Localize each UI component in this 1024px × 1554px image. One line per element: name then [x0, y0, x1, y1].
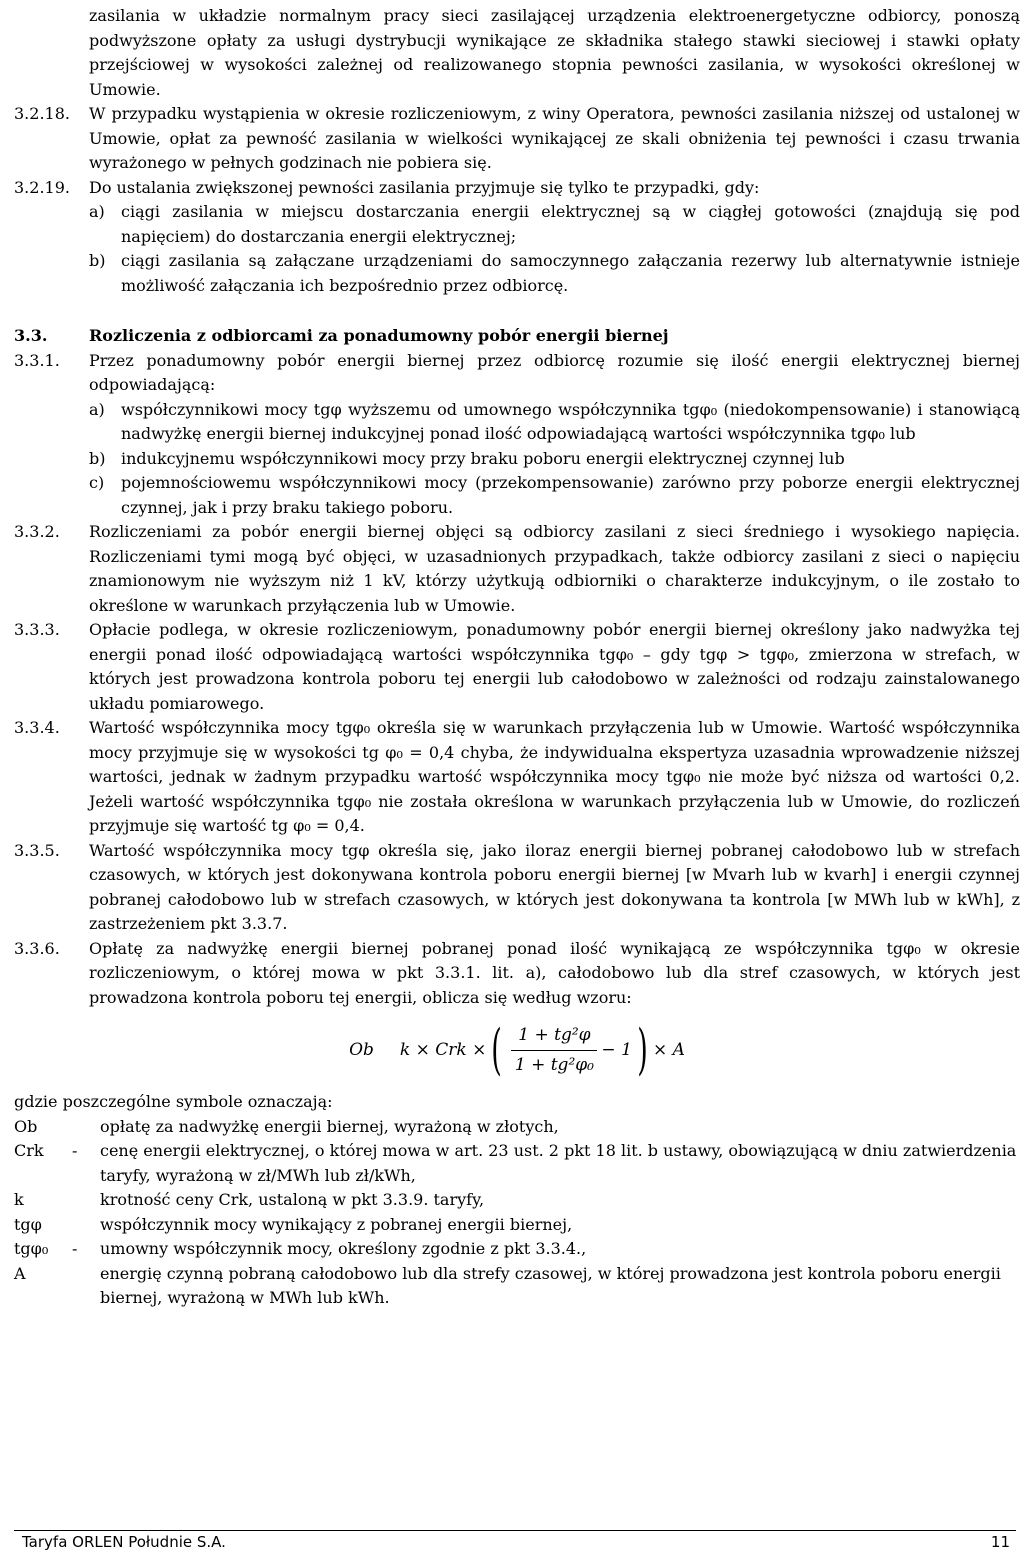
formula-lhs: Ob	[349, 1039, 374, 1060]
symbol: tgφ	[14, 1214, 42, 1234]
list-item	[89, 200, 1020, 249]
clause-text: Rozliczeniami za pobór energii biernej objęci są odbiorcy zasilani z sieci średniego i wysokiego napięcia. Rozliczeniami tymi mogą być objęci, w uzasadnionych przypadkach, także odbiorcy zasilani z sieci o napięciu znamionowym nie wyższym niż 1 kV, którzy użytkują odbiorniki o charakterze indukcyjnym, o ile zostało to określone w warunkach przyłączenia lub w Umowie.	[89, 522, 1020, 615]
symbol-dash: -	[72, 1239, 78, 1258]
clause-3-2-19	[14, 176, 1020, 299]
clause-number: 3.3.5.	[14, 840, 60, 860]
clause-number: 3.3.2.	[14, 522, 60, 541]
symbol-description: cenę energii elektrycznej, o której mowa w art. 23 ust. 2 pkt 18 lit. b ustawy, obowiązującą w dniu zatwierdzenia taryfy, wyrażoną w zł/MWh lub zł/kWh,	[100, 1141, 1017, 1185]
symbol-dash: -	[72, 1141, 78, 1160]
section-number: 3.3.	[14, 326, 48, 345]
clause-number: 3.3.4.	[14, 718, 60, 737]
symbol-row	[14, 1262, 1020, 1311]
clause-3-2-18	[14, 102, 1020, 176]
clause-number: 3.3.3.	[14, 620, 60, 639]
page-content	[14, 4, 1020, 1311]
symbol-row	[14, 1139, 1020, 1188]
section-title: Rozliczenia z odbiorcami za ponadumowny pobór energii biernej	[89, 326, 669, 345]
symbol: k	[14, 1190, 24, 1209]
right-paren-icon: )	[637, 1018, 648, 1081]
symbol-description: umowny współczynnik mocy, określony zgodnie z pkt 3.3.4.,	[100, 1239, 587, 1258]
intro-paragraph: zasilania w układzie normalnym pracy sieci zasilającej urządzenia elektroenergetyczne odbiorcy, ponoszą podwyższone opłaty za usługi dystrybucji wynikające ze składnika stałego stawki sieciowej i stawki opłaty przejściowej w wysokości zależnej od realizowanego stopnia pewności zasilania, w wysokości określonej w Umowie.	[89, 6, 1020, 99]
clause-3-3-4	[14, 716, 1020, 839]
clause-3-3-2	[14, 520, 1020, 618]
clause-text: Opłacie podlega, w okresie rozliczeniowym, ponadumowny pobór energii biernej określony jako nadwyżka tej energii ponad ilość odpowiadającą wartości współczynnika tgφ₀ – gdy tgφ > tgφ₀, zmierzona w strefach, w których jest prowadzona kontrola poboru tej energii lub całodobowo w zależności od rodzaju zainstalowanego układu pomiarowego.	[89, 620, 1020, 713]
symbol-dash	[72, 1115, 100, 1140]
list-text: ciągi zasilania są załączane urządzeniami do samoczynnego załączania rezerwy lub alternatywnie istnieje możliwość załączania ich bezpośrednio przez odbiorcę.	[121, 251, 1020, 295]
clause-3-3-1	[14, 349, 1020, 521]
fraction-numerator: 1 + tg²φ	[518, 1025, 591, 1045]
list-label: c)	[89, 473, 105, 492]
clause-text: Opłatę za nadwyżkę energii biernej pobranej ponad ilość wynikającą ze współczynnika tgφ₀ w okresie rozliczeniowym, o której mowa w pkt 3.3.1. lit. a), całodobowo lub dla stref czasowych, w których jest prowadzona kontrola poboru tej energii, oblicza się według wzoru:	[89, 938, 1020, 1007]
clause-number: 3.2.18.	[14, 104, 70, 123]
page-footer	[22, 1531, 1010, 1553]
list-text: pojemnościowemu współczynnikowi mocy (przekompensowanie) zarówno przy poborze energii elektrycznej czynnej, jak i przy braku takiego poboru.	[121, 473, 1020, 517]
list-item	[89, 447, 1020, 472]
symbols-intro: gdzie poszczególne symbole oznaczają:	[14, 1092, 333, 1111]
formula	[14, 1010, 1020, 1090]
clause-body	[89, 176, 1020, 299]
symbol-dash	[72, 1188, 100, 1213]
list-label: a)	[89, 202, 105, 221]
symbol-description: krotność ceny Crk, ustaloną w pkt 3.3.9. taryfy,	[100, 1190, 485, 1209]
symbol-row	[14, 1237, 1020, 1262]
symbol: A	[14, 1263, 26, 1283]
list-item	[89, 471, 1020, 520]
clause-number: 3.2.19.	[14, 177, 70, 197]
formula-fraction	[511, 1023, 597, 1077]
clause-body	[89, 349, 1020, 521]
list-label: b)	[89, 448, 106, 468]
symbol-dash	[72, 1262, 100, 1311]
clause-text: Przez ponadumowny pobór energii biernej przez odbiorcę rozumie się ilość energii elektrycznej biernej odpowiadającą:	[89, 350, 1020, 394]
clause-text: Do ustalania zwiększonej pewności zasilania przyjmuje się tylko te przypadki, gdy:	[89, 177, 760, 197]
formula-mid: k × Crk ×	[399, 1039, 487, 1060]
fraction-denominator: 1 + tg²φ₀	[514, 1054, 594, 1075]
fraction-bar	[511, 1050, 597, 1051]
symbol-dash	[72, 1213, 100, 1238]
symbol: Ob	[14, 1116, 38, 1136]
page-number: 11	[990, 1533, 1010, 1551]
formula-rhs: × A	[652, 1039, 685, 1060]
symbol-description: opłatę za nadwyżkę energii biernej, wyrażoną w złotych,	[100, 1116, 559, 1136]
clause-text: Wartość współczynnika mocy tgφ₀ określa się w warunkach przyłączenia lub w Umowie. Wartość współczynnika mocy przyjmuje się w wysokości tg φ₀ = 0,4 chyba, że indywidualna ekspertyza uzasadnia wprowadzenie niższej wartości, jednak w żadnym przypadku wartość współczynnika mocy tgφ₀ nie może być niższa od wartości 0,2. Jeżeli wartość współczynnika tgφ₀ nie została określona w warunkach przyłączenia lub w Umowie, do rozliczeń przyjmuje się wartość tg φ₀ = 0,4.	[89, 718, 1020, 835]
clause-text: Wartość współczynnika mocy tgφ określa się, jako iloraz energii biernej pobranej całodobowo lub w strefach czasowych, w których jest dokonywana kontrola poboru energii biernej [w Mvarh lub w kvarh] i energii czynnej pobranej całodobowo lub w strefach czasowych, w których jest dokonywana ta kontrola [w MWh lub w kWh], z zastrzeżeniem pkt 3.3.7.	[89, 840, 1020, 933]
symbol-description: współczynnik mocy wynikający z pobranej energii biernej,	[100, 1214, 573, 1234]
clause-number: 3.3.1.	[14, 350, 60, 370]
section-heading	[14, 324, 1020, 349]
symbols-list	[14, 1115, 1020, 1311]
formula-minus: − 1	[601, 1039, 632, 1060]
symbol-description: energię czynną pobraną całodobowo lub dla strefy czasowej, w której prowadzona jest kontrola poboru energii biernej, wyrażoną w MWh lub kWh.	[100, 1263, 1001, 1307]
list-item	[89, 249, 1020, 298]
list-label: b)	[89, 251, 106, 270]
clause-3-3-5	[14, 839, 1020, 937]
symbol-row	[14, 1213, 1020, 1238]
symbol-row	[14, 1188, 1020, 1213]
clause-3-3-3	[14, 618, 1020, 716]
symbol-row	[14, 1115, 1020, 1140]
footer-title: Taryfa ORLEN Południe S.A.	[22, 1533, 226, 1551]
clause-3-3-6	[14, 937, 1020, 1011]
list-item	[89, 398, 1020, 447]
list-text: współczynnikowi mocy tgφ wyższemu od umownego współczynnika tgφ₀ (niedokompensowanie) i stanowiącą nadwyżkę energii biernej indukcyjnej ponad ilość odpowiadającą wartości współczynnika tgφ₀ lub	[121, 399, 1020, 443]
list-text: ciągi zasilania w miejscu dostarczania energii elektrycznej są w ciągłej gotowości (znajdują się pod napięciem) do dostarczania energii elektrycznej;	[121, 202, 1020, 246]
clause-text: W przypadku wystąpienia w okresie rozliczeniowym, z winy Operatora, pewności zasilania niższej od ustalonej w Umowie, opłat za pewność zasilania w wielkości wynikającej ze skali obniżenia tej pewności i czasu trwania wyrażonego w pełnych godzinach nie pobiera się.	[89, 104, 1020, 172]
left-paren-icon: (	[491, 1018, 503, 1081]
symbol: tgφ₀	[14, 1239, 49, 1258]
symbol: Crk	[14, 1141, 44, 1160]
list-text: indukcyjnemu współczynnikowi mocy przy braku poboru energii elektrycznej czynnej lub	[121, 448, 845, 468]
list-label: a)	[89, 399, 105, 419]
clause-number: 3.3.6.	[14, 938, 60, 958]
